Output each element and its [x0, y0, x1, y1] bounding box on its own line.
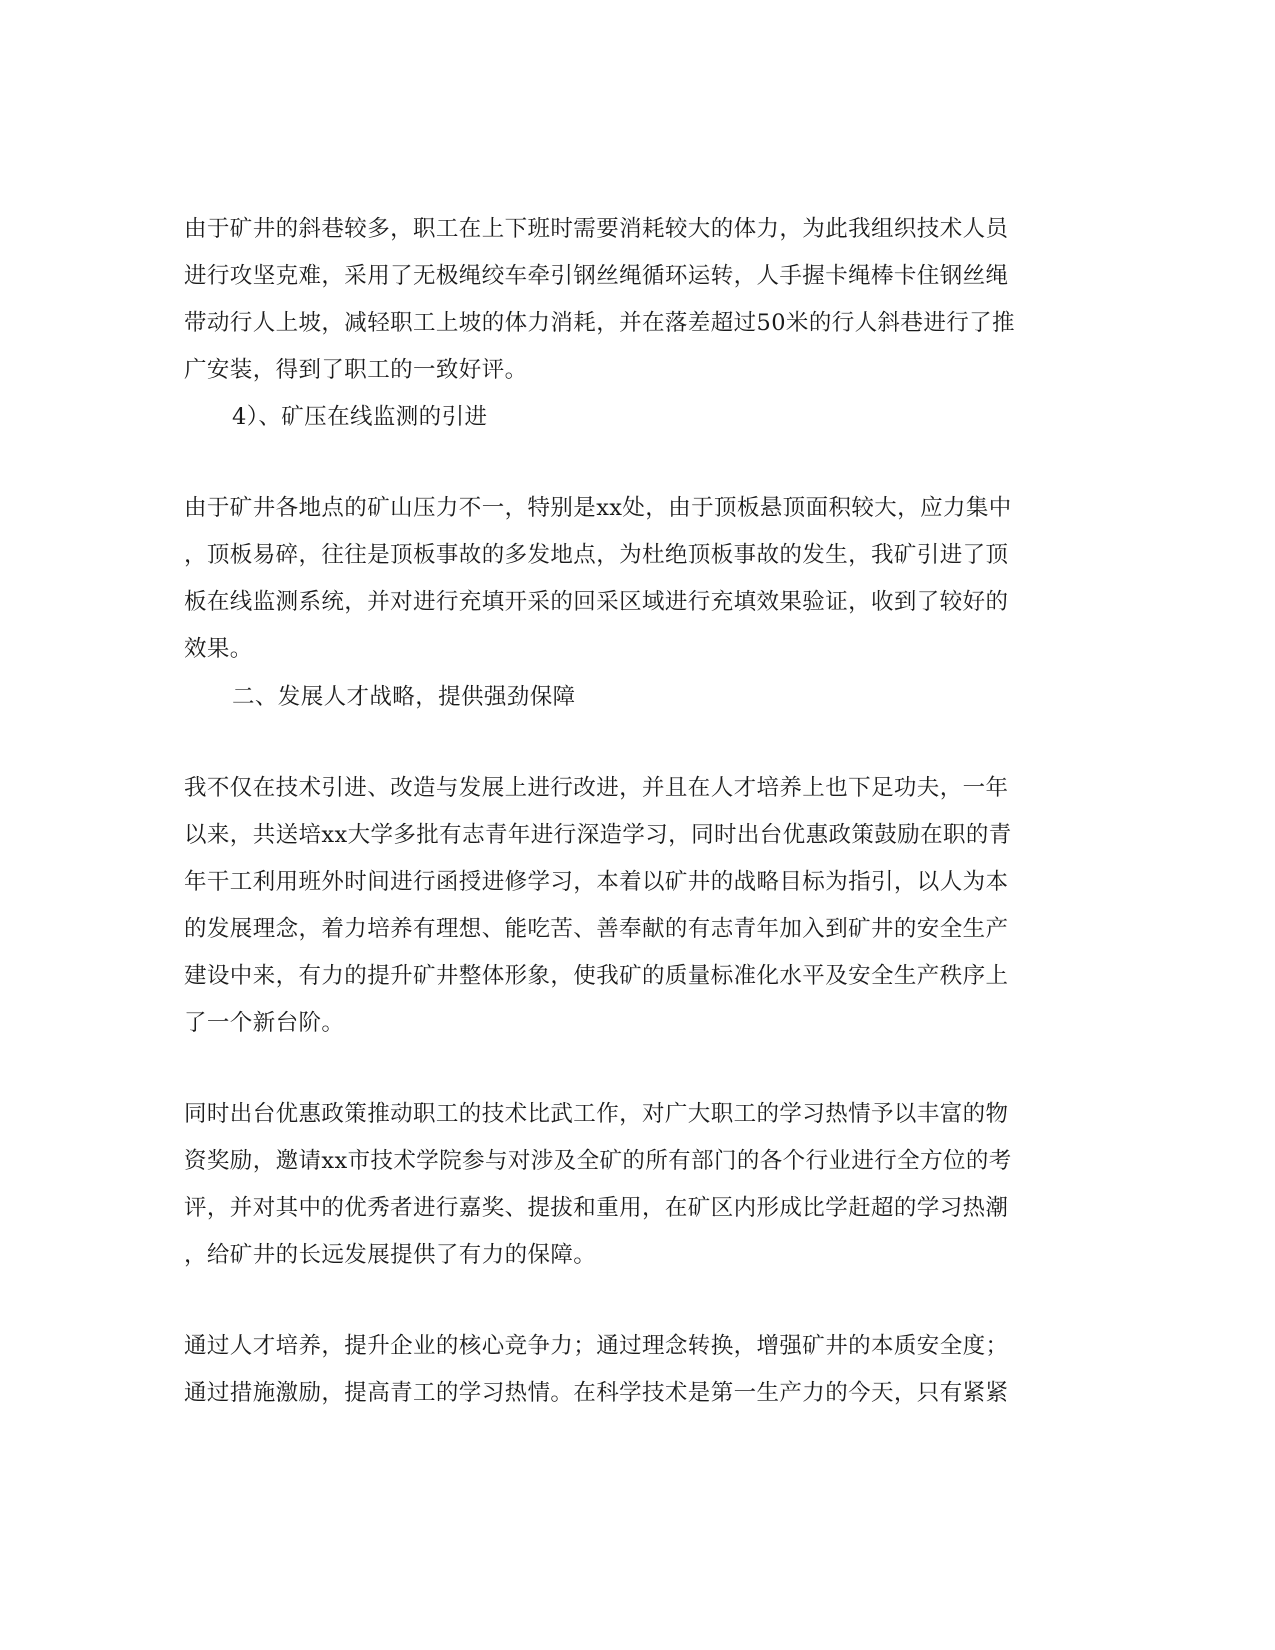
- paragraph-line: 带动行人上坡，减轻职工上坡的体力消耗，并在落差超过50米的行人斜巷进行了推: [184, 310, 1015, 336]
- paragraph-line: ，给矿井的长远发展提供了有力的保障。: [184, 1242, 597, 1268]
- paragraph-line: 同时出台优惠政策推动职工的技术比武工作，对广大职工的学习热情予以丰富的物: [184, 1101, 1009, 1127]
- paragraph-line: 广安装，得到了职工的一致好评。: [184, 357, 528, 383]
- paragraph-line: 的发展理念，着力培养有理想、能吃苦、善奉献的有志青年加入到矿井的安全生产: [184, 916, 1009, 942]
- paragraph-line: ，顶板易碎，往往是顶板事故的多发地点，为杜绝顶板事故的发生，我矿引进了顶: [184, 542, 1009, 568]
- section-heading: 二、发展人才战略，提供强劲保障: [232, 684, 576, 710]
- paragraph-line: 由于矿井各地点的矿山压力不一，特别是xx处，由于顶板悬顶面积较大，应力集中: [184, 495, 1012, 521]
- paragraph-line: 我不仅在技术引进、改造与发展上进行改进，并且在人才培养上也下足功夫，一年: [184, 775, 1009, 801]
- paragraph-line: 以来，共送培xx大学多批有志青年进行深造学习，同时出台优惠政策鼓励在职的青: [184, 822, 1012, 848]
- paragraph-line: 建设中来，有力的提升矿井整体形象，使我矿的质量标准化水平及安全生产秩序上: [184, 963, 1009, 989]
- paragraph-line: 年干工利用班外时间进行函授进修学习，本着以矿井的战略目标为指引，以人为本: [184, 869, 1009, 895]
- paragraph-line: 由于矿井的斜巷较多，职工在上下班时需要消耗较大的体力，为此我组织技术人员: [184, 216, 1009, 242]
- section-heading: 4）、矿压在线监测的引进: [232, 404, 488, 430]
- paragraph-line: 通过措施激励，提高青工的学习热情。在科学技术是第一生产力的今天，只有紧紧: [184, 1380, 1009, 1406]
- paragraph-line: 资奖励，邀请xx市技术学院参与对涉及全矿的所有部门的各个行业进行全方位的考: [184, 1148, 1012, 1174]
- paragraph-line: 进行攻坚克难，采用了无极绳绞车牵引钢丝绳循环运转，人手握卡绳棒卡住钢丝绳: [184, 263, 1009, 289]
- paragraph-line: 了一个新台阶。: [184, 1010, 345, 1036]
- paragraph-line: 板在线监测系统，并对进行充填开采的回采区域进行充填效果验证，收到了较好的: [184, 589, 1009, 615]
- paragraph-line: 通过人才培养，提升企业的核心竞争力；通过理念转换，增强矿井的本质安全度；: [184, 1333, 1009, 1359]
- paragraph-line: 效果。: [184, 636, 253, 662]
- paragraph-line: 评，并对其中的优秀者进行嘉奖、提拔和重用，在矿区内形成比学赶超的学习热潮: [184, 1195, 1009, 1221]
